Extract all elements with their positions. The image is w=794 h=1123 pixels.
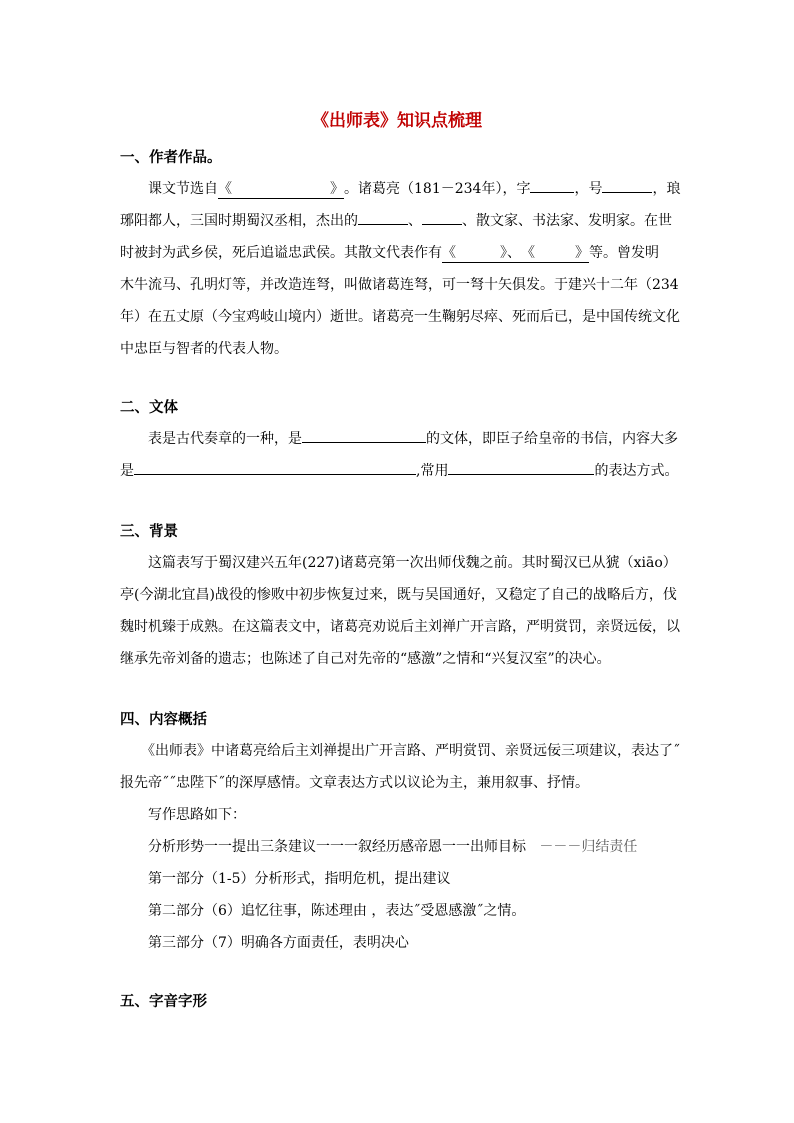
paragraph-line: 中忠臣与智者的代表人物。 [120, 341, 288, 357]
fill-blank [448, 460, 594, 475]
paragraph-line: 课文节选自《 》。诸葛亮（181－234年），字 ，号 ，琅 [148, 178, 708, 199]
paragraph-line: 表是古代奏章的一种，是 的文体，即臣子给皇帝的书信，内容大多 [148, 428, 708, 448]
paragraph-line: 《出师表》中诸葛亮给后主刘禅提出广开言路、严明赏罚、亲贤远佞三项建议，表达了˝ [141, 743, 680, 759]
paragraph-line: 报先帝˝˝忠陛下˝的深厚感情。文章表达方式以议论为主，兼用叙事、抒情。 [120, 775, 589, 791]
paragraph-line: 继承先帝刘备的遗志；也陈述了自己对先帝的“感激”之情和“兴复汉室”的决心。 [120, 651, 611, 667]
paragraph-line: 第三部分（7）明确各方面责任，表明决心 [148, 935, 409, 951]
paragraph-line: 是 ,常用 的表达方式。 [120, 460, 680, 480]
section-heading-author: 一、作者作品。 [120, 149, 222, 166]
paragraph-line: 这篇表写于蜀汉建兴五年(227)诸葛亮第一次出师伐魏之前。其时蜀汉已从猇（xiāo） [148, 555, 677, 571]
paragraph-line: 琊阳都人，三国时期蜀汉丞相，杰出的 、 、散文家、书法家、发明家。在世 [120, 210, 680, 230]
section-heading-background: 三、背景 [120, 523, 178, 540]
fill-blank [422, 210, 462, 225]
paragraph-line: 时被封为武乡侯，死后追谥忠武侯。其散文代表作有《 》、《 》等。曾发明 [120, 242, 680, 263]
paragraph-line: 魏时机臻于成熟。在这篇表文中，诸葛亮劝说后主刘禅广开言路，严明赏罚，亲贤远佞，以 [120, 619, 680, 635]
paragraph-line: 第一部分（1-5）分析形式，指明危机，提出建议 [148, 871, 451, 887]
fill-blank: 《 》 [521, 242, 589, 263]
section-heading-summary: 四、内容概括 [120, 711, 207, 728]
fill-blank [358, 210, 408, 225]
paragraph-line: 分析形势一一提出三条建议一一一叙经历感帝恩一一出师目标 －－－归结责任 [148, 839, 638, 855]
fill-blank [602, 178, 652, 193]
fill-blank [302, 428, 426, 443]
paragraph-line: 第二部分（6）追忆往事，陈述理由 ，表达˝受恩感激˝之情。 [148, 903, 526, 919]
fill-blank: 《 》 [218, 178, 344, 199]
fill-blank: 《 》、 [442, 242, 521, 263]
paragraph-line: 木牛流马、孔明灯等，并改造连弩，叫做诸葛连弩，可一弩十矢俱发。于建兴十二年（234 [120, 277, 679, 293]
section-heading-pronunciation: 五、字音字形 [120, 993, 207, 1010]
paragraph-line: 年）在五丈原（今宝鸡岐山境内）逝世。诸葛亮一生鞠躬尽瘁、死而后已，是中国传统文化 [120, 309, 680, 325]
paragraph-line: 写作思路如下： [148, 807, 246, 823]
fill-blank [530, 178, 574, 193]
page-title: 《出师表》知识点梳理 [312, 111, 482, 131]
fill-blank [134, 460, 416, 475]
paragraph-line: 亭(今湖北宜昌)战役的惨败中初步恢复过来，既与吴国通好，又稳定了自己的战略后方，伐 [120, 587, 677, 603]
section-heading-style: 二、文体 [120, 399, 178, 416]
